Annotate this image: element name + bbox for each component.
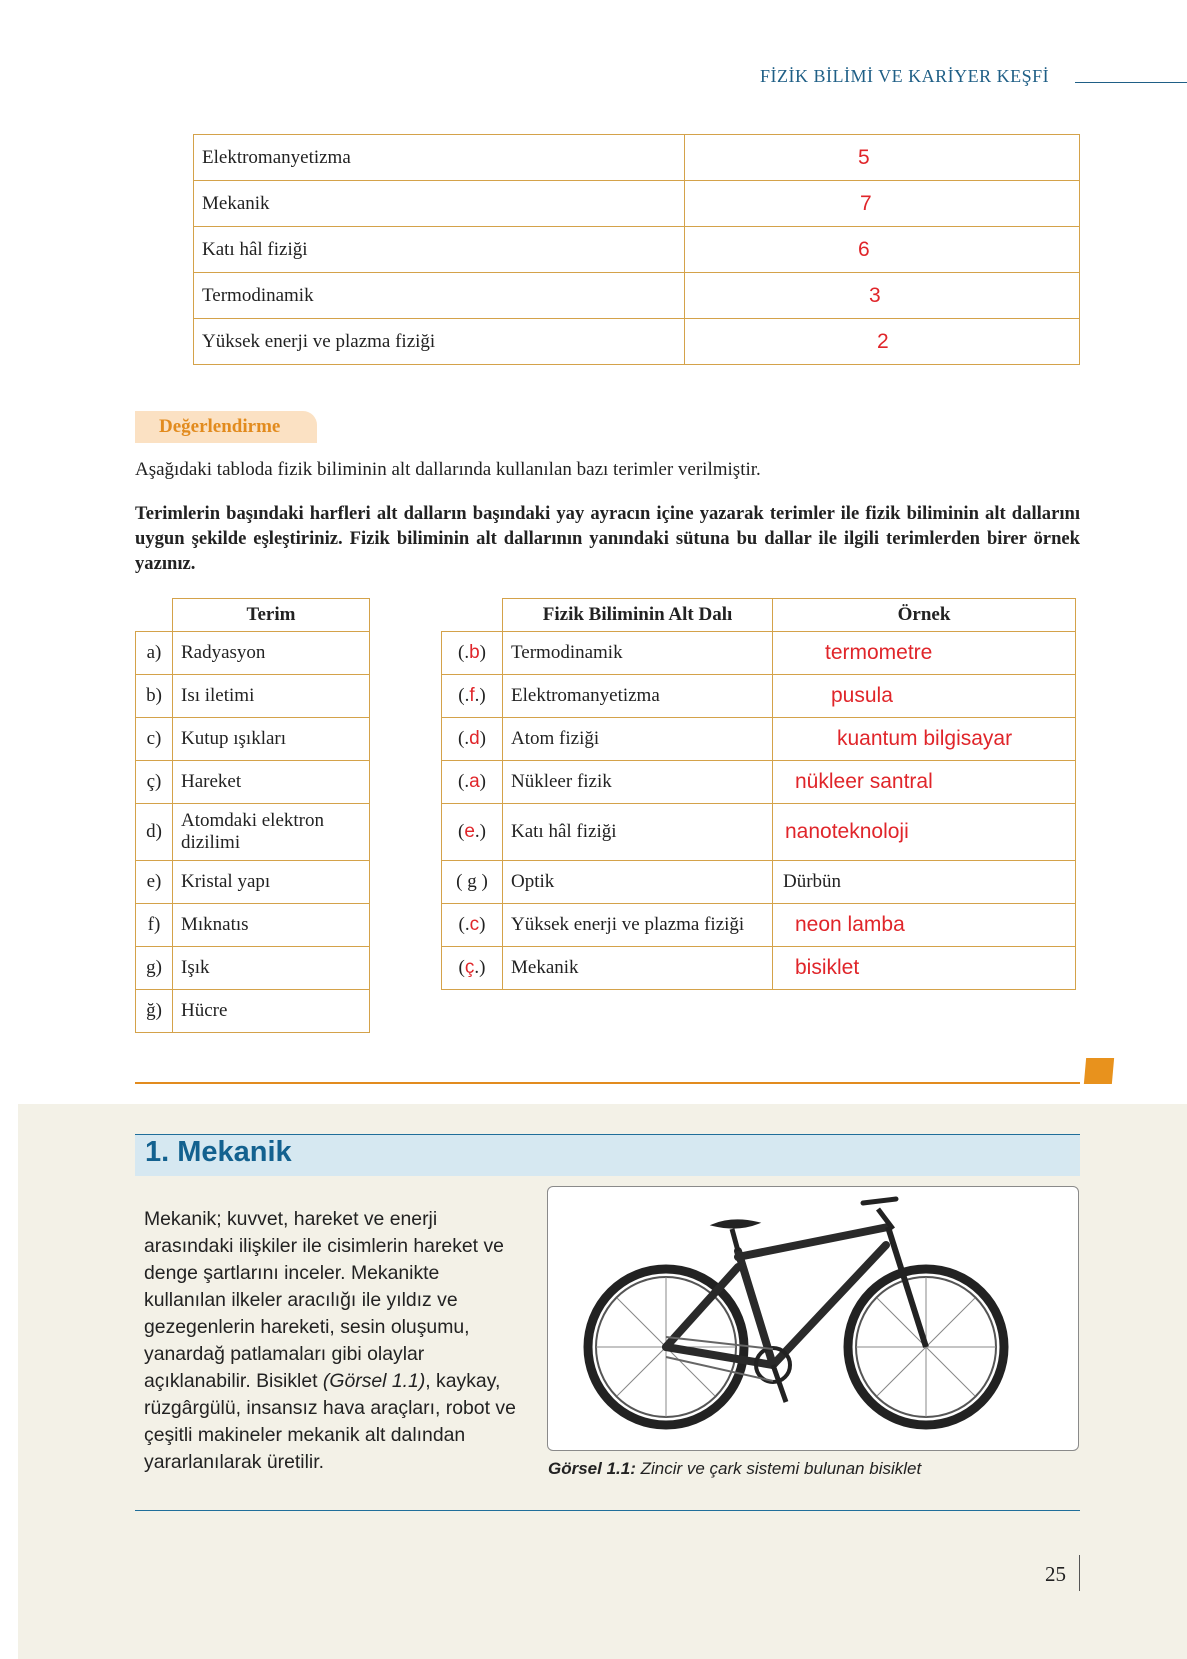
section-body: Mekanik; kuvvet, hareket ve enerji arasındaki ilişkiler ile cisimlerin hareket ve denge şartlarını inceler. Mekanikte kullanılan ilkeler aracılığı ile yıldız ve gezegenlerin hareketi, sesin oluşumu, yanardağ patlamaları gibi olaylar açıklanabilir. Bisiklet (Görsel 1.1), kaykay, rüzgârgülü, insansız hava araçları, robot ve çeşitli makineler mekanik alt dalından yararlanılarak üretilir.	[144, 1208, 516, 1473]
page-number: 25	[1045, 1562, 1066, 1586]
handwritten-letter: ç	[464, 957, 475, 978]
handwritten-example: bisiklet	[795, 956, 860, 979]
answer-paren: ( g )	[442, 861, 503, 904]
term-letter: c)	[136, 718, 173, 761]
handwritten-example: neon lamba	[795, 913, 905, 936]
branches-table	[441, 598, 1076, 990]
answer-paren: (.b)	[442, 632, 503, 675]
section-separator	[135, 1082, 1080, 1084]
answer-cell	[685, 227, 1080, 273]
handwritten-example: nükleer santral	[795, 770, 933, 793]
table-row	[136, 804, 370, 861]
blank-header	[136, 599, 173, 632]
table-row	[194, 135, 1080, 181]
evaluation-label: Değerlendirme	[159, 416, 281, 437]
bicycle-icon	[548, 1187, 1078, 1450]
answer-paren: (.d)	[442, 718, 503, 761]
branch-name: Mekanik	[194, 181, 685, 227]
branch-name: Optik	[503, 861, 773, 904]
example-cell	[773, 675, 1076, 718]
instruction-text: Terimlerin başındaki harfleri alt dalların başındaki yay ayracın içine yazarak terimler ile fizik biliminin alt dallarını uygun şekilde eşleştiriniz. Fizik biliminin alt dallarının yanındaki sütuna bu dallar ile ilgili terimlerden birer örnek yazınız.	[135, 503, 1080, 574]
branch-name: Katı hâl fiziği	[194, 227, 685, 273]
branch-name: Atom fiziği	[503, 718, 773, 761]
bicycle-image	[547, 1186, 1079, 1451]
branch-name: Yüksek enerji ve plazma fiziği	[503, 904, 773, 947]
handwritten-example: nanoteknoloji	[785, 820, 909, 843]
term-name: Atomdaki elektron dizilimi	[173, 804, 370, 861]
term-name: Isı iletimi	[173, 675, 370, 718]
table-row	[442, 761, 1076, 804]
table-row	[194, 181, 1080, 227]
term-letter: ç)	[136, 761, 173, 804]
handwritten-letter: b	[469, 642, 480, 663]
table-row	[136, 990, 370, 1033]
blank-header	[442, 599, 503, 632]
figure-caption: Görsel 1.1: Zincir ve çark sistemi bulunan bisiklet	[548, 1459, 922, 1478]
branch-name: Mekanik	[503, 947, 773, 990]
answer-paren: (e.)	[442, 804, 503, 861]
table-row	[442, 675, 1076, 718]
handwritten-example: kuantum bilgisayar	[837, 727, 1013, 750]
branch-name: Termodinamik	[194, 273, 685, 319]
section-title: 1. Mekanik	[145, 1136, 292, 1168]
term-letter: d)	[136, 804, 173, 861]
bottom-rule	[135, 1510, 1080, 1511]
branch-name: Elektromanyetizma	[503, 675, 773, 718]
term-name: Işık	[173, 947, 370, 990]
separator-marker	[1084, 1058, 1114, 1084]
term-name: Hücre	[173, 990, 370, 1033]
table-row	[136, 632, 370, 675]
example-header: Örnek	[773, 599, 1076, 632]
answer-cell	[685, 273, 1080, 319]
table-row	[442, 718, 1076, 761]
example-cell	[773, 947, 1076, 990]
answer-paren: (.f.)	[442, 675, 503, 718]
branch-name: Termodinamik	[503, 632, 773, 675]
handwritten-answer: 3	[869, 283, 881, 307]
handwritten-answer: 6	[858, 237, 870, 261]
handwritten-example: termometre	[825, 641, 933, 664]
table-row	[442, 632, 1076, 675]
handwritten-letter: f	[469, 685, 475, 706]
term-name: Kristal yapı	[173, 861, 370, 904]
branch-name: Elektromanyetizma	[194, 135, 685, 181]
example-cell	[773, 761, 1076, 804]
table-row	[136, 718, 370, 761]
example-cell	[773, 804, 1076, 861]
term-letter: a)	[136, 632, 173, 675]
running-header: FİZİK BİLİMİ VE KARİYER KEŞFİ	[760, 66, 1050, 86]
table-row	[136, 861, 370, 904]
example-cell	[773, 632, 1076, 675]
term-name: Hareket	[173, 761, 370, 804]
branch-name: Yüksek enerji ve plazma fiziği	[194, 319, 685, 365]
table-row	[194, 273, 1080, 319]
handwritten-letter: d	[469, 728, 480, 749]
table-row	[442, 947, 1076, 990]
term-name: Kutup ışıkları	[173, 718, 370, 761]
handwritten-letter: a	[469, 771, 480, 792]
answer-cell	[685, 319, 1080, 365]
handwritten-example: pusula	[831, 684, 893, 707]
example-cell	[773, 718, 1076, 761]
intro-text: Aşağıdaki tabloda fizik biliminin alt dallarında kullanılan bazı terimler verilmiştir.	[135, 459, 761, 480]
branch-header: Fizik Biliminin Alt Dalı	[503, 599, 773, 632]
handwritten-letter: e	[464, 821, 475, 842]
terms-table	[135, 598, 370, 1033]
handwritten-answer: 2	[877, 329, 889, 353]
table-row	[442, 804, 1076, 861]
example-cell	[773, 904, 1076, 947]
table-row	[136, 675, 370, 718]
table-row	[442, 861, 1076, 904]
table-row	[136, 904, 370, 947]
answer-paren: (ç.)	[442, 947, 503, 990]
term-letter: b)	[136, 675, 173, 718]
terms-header: Terim	[173, 599, 370, 632]
table-row	[136, 947, 370, 990]
answer-paren: (.a)	[442, 761, 503, 804]
answer-cell	[685, 135, 1080, 181]
term-name: Radyasyon	[173, 632, 370, 675]
table-row	[136, 761, 370, 804]
handwritten-answer: 7	[860, 191, 872, 215]
term-letter: f)	[136, 904, 173, 947]
table-row	[194, 227, 1080, 273]
branch-name: Nükleer fizik	[503, 761, 773, 804]
table-row	[442, 904, 1076, 947]
term-letter: ğ)	[136, 990, 173, 1033]
table-row	[194, 319, 1080, 365]
branch-number-table	[193, 134, 1080, 365]
term-letter: e)	[136, 861, 173, 904]
answer-paren: (.c)	[442, 904, 503, 947]
answer-cell	[685, 181, 1080, 227]
example-cell: Dürbün	[773, 861, 1076, 904]
evaluation-tab	[135, 411, 317, 443]
term-letter: g)	[136, 947, 173, 990]
term-name: Mıknatıs	[173, 904, 370, 947]
page-number-bar	[1079, 1555, 1080, 1591]
handwritten-letter: c	[469, 914, 480, 935]
branch-name: Katı hâl fiziği	[503, 804, 773, 861]
header-rule	[1075, 82, 1187, 83]
handwritten-answer: 5	[858, 145, 870, 169]
